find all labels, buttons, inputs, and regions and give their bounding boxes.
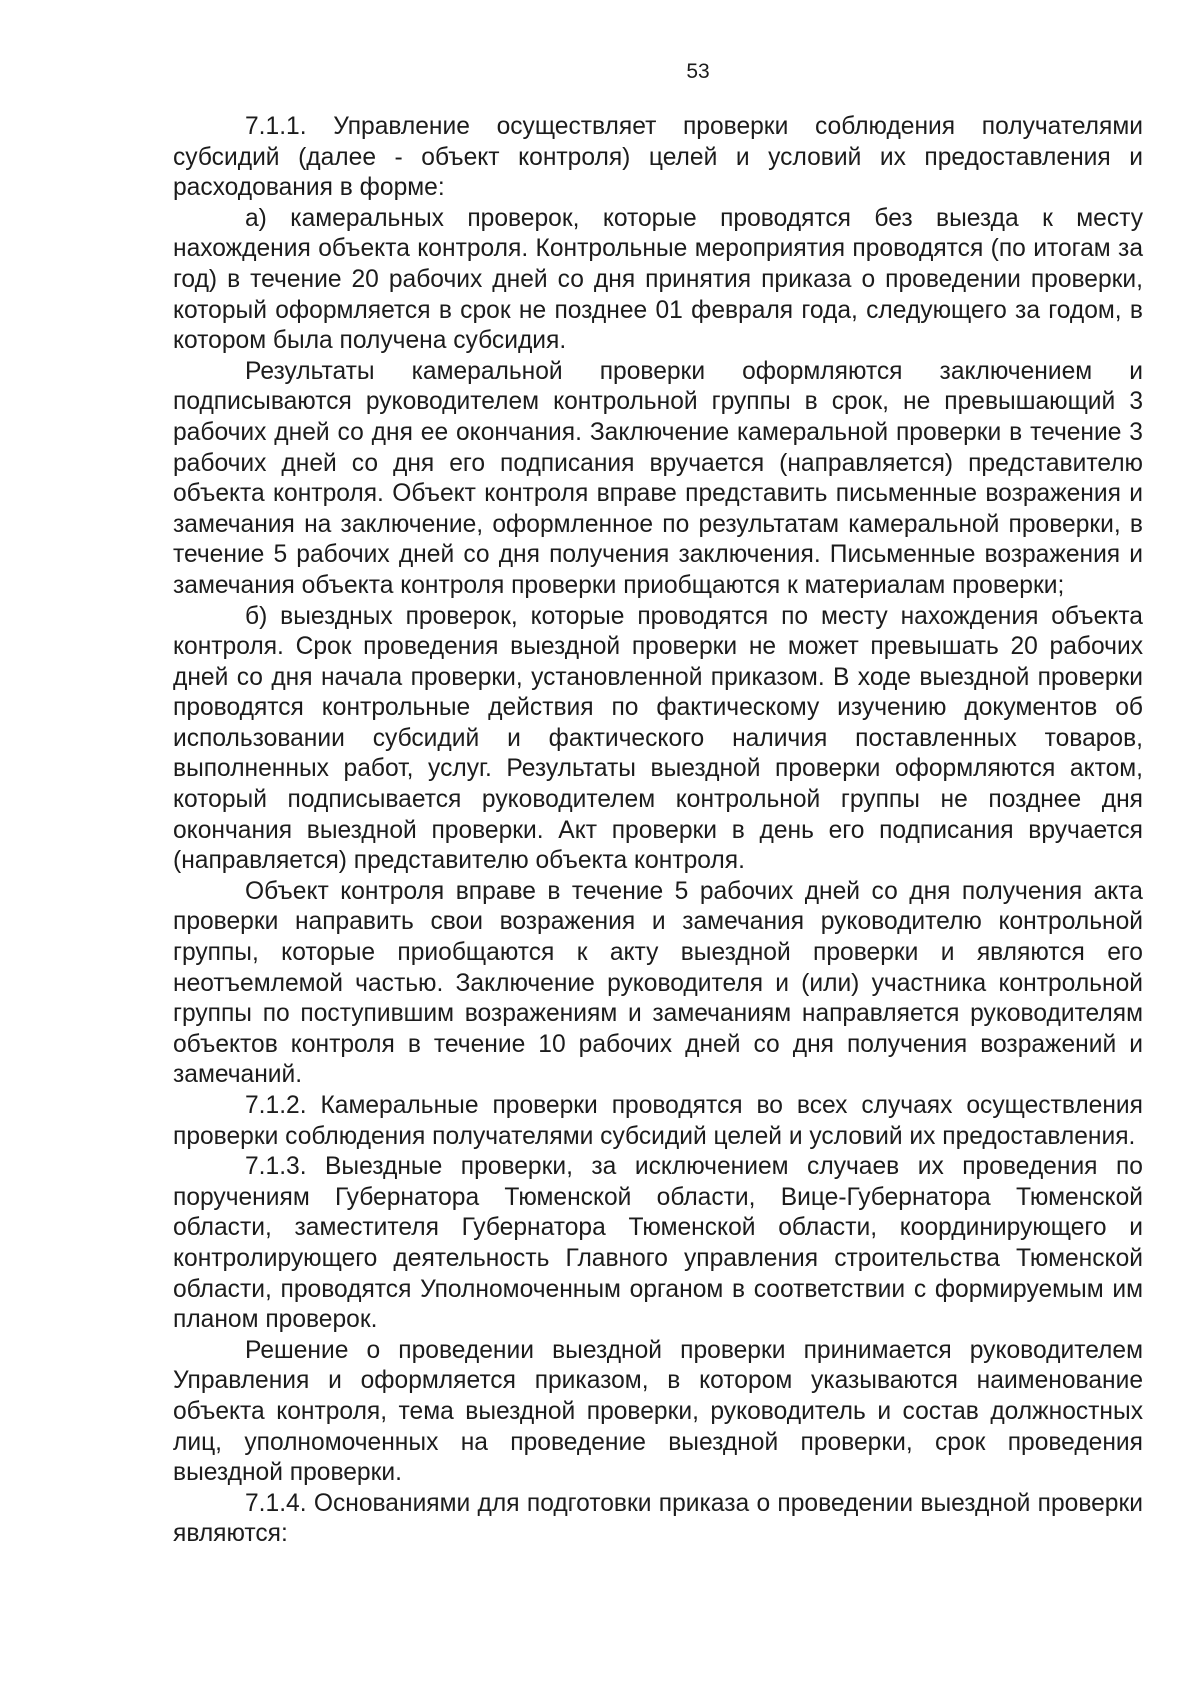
paragraph-field-audits: б) выездных проверок, которые проводятся по месту нахождения объекта контроля. Срок проведения выездной проверки не может превышать 20 рабочих дней со дня начала проверки, установленной приказом. В ходе выездной проверки проводятся контрольные действия по фактическому изучению документов об использовании субсидий и фактического наличия поставленных товаров, выполненных работ, услуг. Результаты выездной проверки оформляются актом, который подписывается руководителем контрольной группы не позднее дня окончания выездной проверки. Акт проверки в день его подписания вручается (направляется) представителю объекта контроля.: [173, 602, 1143, 875]
paragraph-7-1-2: 7.1.2. Камеральные проверки проводятся во всех случаях осуществления проверки соблюдения получателями субсидий целей и условий их предоставления.: [173, 1092, 1143, 1150]
paragraph-desk-audit-results: Результаты камеральной проверки оформляются заключением и подписываются руководителем контрольной группы в срок, не превышающий 3 рабочих дней со дня ее окончания. Заключение камеральной проверки в течение 3 рабочих дней со дня его подписания вручается (направляется) представителю объекта контроля. Объект контроля вправе представить письменные возражения и замечания на заключение, оформленное по результатам камеральной проверки, в течение 5 рабочих дней со дня получения заключения. Письменные возражения и замечания объекта контроля проверки приобщаются к материалам проверки;: [173, 357, 1143, 599]
document-body: [173, 112, 1143, 1550]
paragraph-objections: Объект контроля вправе в течение 5 рабочих дней со дня получения акта проверки направить свои возражения и замечания руководителю контрольной группы, которые приобщаются к акту выездной проверки и являются его неотъемлемой частью. Заключение руководителя и (или) участника контрольной группы по поступившим возражениям и замечаниям направляется руководителям объектов контроля в течение 10 рабочих дней со дня получения возражений и замечаний.: [173, 877, 1143, 1089]
paragraph-7-1-3: 7.1.3. Выездные проверки, за исключением случаев их проведения по поручениям Губернатора Тюменской области, Вице-Губернатора Тюменской области, заместителя Губернатора Тюменской области, координирующего и контролирующего деятельность Главного управления строительства Тюменской области, проводятся Уполномоченным органом в соответствии с формируемым им планом проверок.: [173, 1153, 1143, 1334]
paragraph-7-1-4: 7.1.4. Основаниями для подготовки приказа о проведении выездной проверки являются:: [173, 1489, 1143, 1548]
paragraph-7-1-1: 7.1.1. Управление осуществляет проверки соблюдения получателями субсидий (далее - объект контроля) целей и условий их предоставления и расходования в форме:: [173, 113, 1143, 202]
page-number: 53: [686, 60, 710, 83]
paragraph-desk-audits: а) камеральных проверок, которые проводятся без выезда к месту нахождения объекта контроля. Контрольные мероприятия проводятся (по итогам за год) в течение 20 рабочих дней со дня принятия приказа о проведении проверки, который оформляется в срок не позднее 01 февраля года, следующего за годом, в котором была получена субсидия.: [173, 204, 1143, 355]
paragraph-audit-decision: Решение о проведении выездной проверки принимается руководителем Управления и оформляется приказом, в котором указываются наименование объекта контроля, тема выездной проверки, руководитель и состав должностных лиц, уполномоченных на проведение выездной проверки, срок проведения выездной проверки.: [173, 1336, 1143, 1487]
